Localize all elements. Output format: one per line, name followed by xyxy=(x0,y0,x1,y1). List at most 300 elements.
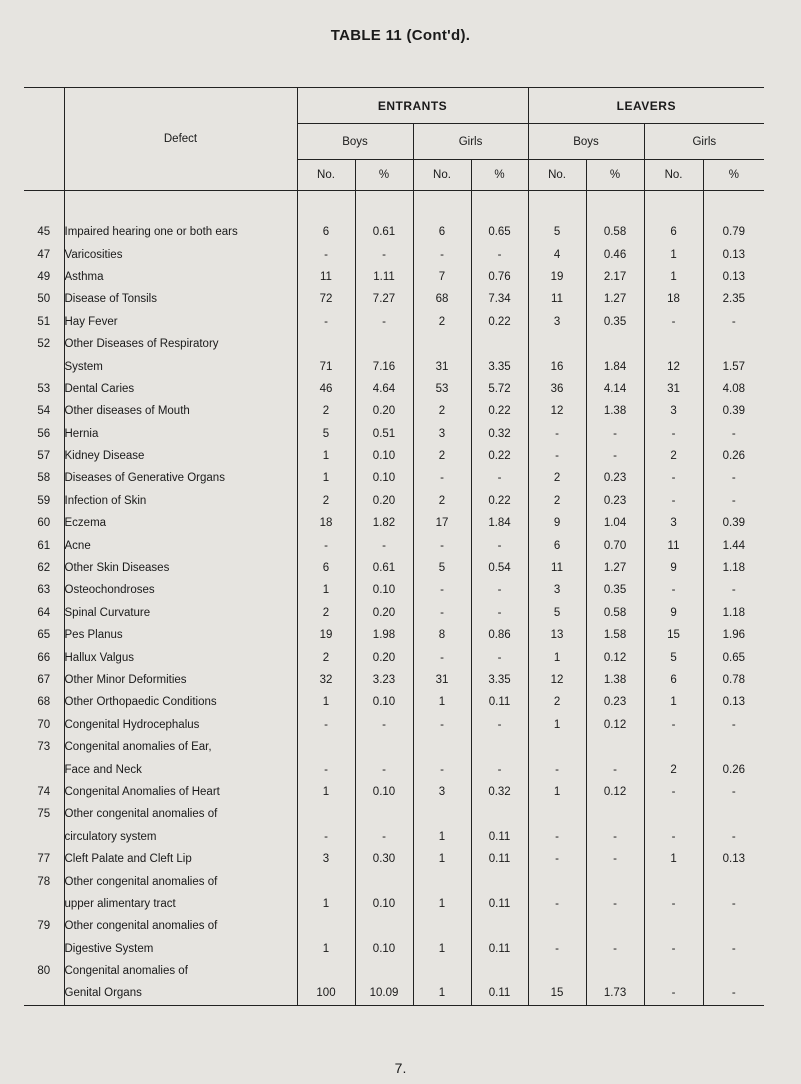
cell-leavers-girls-no: 1 xyxy=(644,266,703,288)
cell-leavers-girls-no: 18 xyxy=(644,288,703,310)
cell-leavers-girls-pct: - xyxy=(731,942,736,955)
cell-leavers-girls-pct: 2.35 xyxy=(722,293,745,306)
row-code: 59 xyxy=(24,490,64,512)
cell-entrants-boys-pct: - xyxy=(355,534,413,556)
cell-leavers-girls-no: - xyxy=(644,579,703,601)
cell-entrants-boys-pct: 0.51 xyxy=(355,423,413,445)
cell-leavers-boys-pct: - xyxy=(586,445,644,467)
cell-entrants-girls-pct: - xyxy=(471,579,528,601)
row-code: 53 xyxy=(24,378,64,400)
row-code: 70 xyxy=(24,714,64,736)
cell-entrants-boys-no: 6 xyxy=(297,557,355,579)
cell-leavers-boys-pct: 0.70 xyxy=(586,534,644,556)
cell-leavers-boys-pct: 0.23 xyxy=(586,490,644,512)
cell-entrants-boys-no: 46 xyxy=(297,378,355,400)
cell-entrants-boys-pct xyxy=(355,870,413,892)
row-defect-name: Hay Fever xyxy=(64,311,297,333)
cell-entrants-boys-no: 2 xyxy=(297,490,355,512)
cell-leavers-girls-no: 2 xyxy=(644,445,703,467)
row-code xyxy=(24,893,64,915)
cell-leavers-boys-no: 13 xyxy=(528,624,586,646)
cell-entrants-girls-no: 1 xyxy=(413,848,471,870)
row-defect-name: Varicosities xyxy=(64,243,297,265)
row-code: 64 xyxy=(24,602,64,624)
cell-entrants-boys-no: - xyxy=(297,534,355,556)
cell-leavers-girls-pct: 1.44 xyxy=(722,539,745,552)
cell-entrants-girls-pct: 0.11 xyxy=(471,848,528,870)
row-defect-name: Hernia xyxy=(64,423,297,445)
cell-entrants-girls-no: 3 xyxy=(413,781,471,803)
row-defect-name: Impaired hearing one or both ears xyxy=(64,221,297,243)
cell-entrants-boys-no: - xyxy=(297,311,355,333)
cell-leavers-boys-pct xyxy=(586,870,644,892)
cell-entrants-girls-pct: 0.22 xyxy=(471,490,528,512)
cell-entrants-boys-no: 1 xyxy=(297,445,355,467)
cell-leavers-boys-pct: 0.46 xyxy=(586,243,644,265)
cell-entrants-girls-pct: - xyxy=(471,646,528,668)
cell-leavers-boys-pct xyxy=(586,333,644,355)
row-code: 73 xyxy=(24,736,64,758)
row-code xyxy=(24,938,64,960)
row-code: 50 xyxy=(24,288,64,310)
cell-entrants-girls-pct: 0.32 xyxy=(471,423,528,445)
cell-entrants-girls-pct: - xyxy=(471,243,528,265)
cell-entrants-boys-pct: 0.10 xyxy=(355,579,413,601)
cell-leavers-boys-pct: 0.12 xyxy=(586,646,644,668)
cell-leavers-boys-no: 5 xyxy=(528,221,586,243)
table-row xyxy=(24,938,764,960)
cell-entrants-girls-no: 2 xyxy=(413,400,471,422)
cell-leavers-boys-no: 2 xyxy=(528,490,586,512)
cell-leavers-boys-pct xyxy=(586,736,644,758)
cell-entrants-girls-no: - xyxy=(413,579,471,601)
cell-leavers-girls-no: 1 xyxy=(644,848,703,870)
cell-leavers-boys-no: 4 xyxy=(528,243,586,265)
cell-entrants-boys-pct: 0.10 xyxy=(355,938,413,960)
cell-entrants-girls-no: - xyxy=(413,646,471,668)
row-code: 52 xyxy=(24,333,64,355)
table-row xyxy=(24,311,764,333)
cell-entrants-boys-no: - xyxy=(297,758,355,780)
cell-leavers-boys-no: - xyxy=(528,423,586,445)
cell-entrants-boys-pct: 7.27 xyxy=(355,288,413,310)
cell-leavers-boys-no xyxy=(528,736,586,758)
row-defect-name: Congenital Hydrocephalus xyxy=(64,714,297,736)
cell-leavers-boys-pct: - xyxy=(586,848,644,870)
cell-leavers-girls-pct: 0.79 xyxy=(722,226,745,239)
cell-leavers-boys-pct: - xyxy=(586,938,644,960)
cell-entrants-boys-pct: 0.20 xyxy=(355,602,413,624)
cell-entrants-girls-no: 31 xyxy=(413,669,471,691)
cell-leavers-girls-pct: 0.65 xyxy=(722,651,745,664)
row-code: 49 xyxy=(24,266,64,288)
cell-entrants-girls-no: - xyxy=(413,243,471,265)
cell-leavers-girls-pct: 0.13 xyxy=(722,696,745,709)
cell-leavers-boys-pct: 0.12 xyxy=(586,781,644,803)
cell-leavers-girls-pct: 1.96 xyxy=(722,629,745,642)
cell-leavers-boys-no xyxy=(528,870,586,892)
cell-entrants-boys-no: 1 xyxy=(297,938,355,960)
cell-leavers-boys-pct: - xyxy=(586,423,644,445)
cell-leavers-girls-no: 1 xyxy=(644,243,703,265)
cell-entrants-boys-no: 5 xyxy=(297,423,355,445)
cell-leavers-girls-pct xyxy=(703,960,764,982)
cell-entrants-girls-pct: 0.11 xyxy=(471,893,528,915)
row-defect-name: Other diseases of Mouth xyxy=(64,400,297,422)
cell-entrants-girls-pct: 3.35 xyxy=(471,669,528,691)
row-defect-name: Pes Planus xyxy=(64,624,297,646)
cell-leavers-boys-no: 11 xyxy=(528,557,586,579)
cell-leavers-girls-no: 6 xyxy=(644,221,703,243)
cell-entrants-boys-no: 2 xyxy=(297,602,355,624)
cell-leavers-boys-no: - xyxy=(528,938,586,960)
cell-leavers-girls-no xyxy=(644,803,703,825)
cell-entrants-girls-pct: 0.11 xyxy=(471,691,528,713)
cell-entrants-girls-no: 53 xyxy=(413,378,471,400)
table-row xyxy=(24,803,764,825)
row-defect-name: Other congenital anomalies of xyxy=(64,870,297,892)
cell-entrants-boys-no: 1 xyxy=(297,691,355,713)
cell-leavers-girls-no xyxy=(644,960,703,982)
cell-leavers-girls-no: 2 xyxy=(644,758,703,780)
table-row xyxy=(24,602,764,624)
cell-leavers-boys-no: - xyxy=(528,445,586,467)
cell-entrants-boys-no xyxy=(297,803,355,825)
cell-entrants-boys-no: 100 xyxy=(297,982,355,1005)
cell-leavers-boys-pct xyxy=(586,915,644,937)
cell-entrants-boys-pct: 0.20 xyxy=(355,490,413,512)
row-defect-name: Eczema xyxy=(64,512,297,534)
cell-leavers-girls-pct: - xyxy=(731,897,736,910)
cell-leavers-girls-pct: 0.13 xyxy=(722,853,745,866)
col-header-pct: % xyxy=(355,160,413,191)
cell-leavers-boys-no xyxy=(528,803,586,825)
cell-entrants-girls-no xyxy=(413,736,471,758)
cell-leavers-boys-no: 12 xyxy=(528,400,586,422)
cell-entrants-boys-no: 1 xyxy=(297,579,355,601)
cell-entrants-boys-pct: 0.10 xyxy=(355,781,413,803)
cell-entrants-boys-pct: 0.20 xyxy=(355,400,413,422)
cell-leavers-girls-no: - xyxy=(644,490,703,512)
cell-leavers-girls-pct: 0.26 xyxy=(722,763,745,776)
cell-leavers-girls-pct: 0.13 xyxy=(722,248,745,261)
cell-entrants-boys-no: 6 xyxy=(297,221,355,243)
table-row xyxy=(24,960,764,982)
cell-entrants-boys-no: 19 xyxy=(297,624,355,646)
table-row xyxy=(24,557,764,579)
table-title: TABLE 11 (Cont'd). xyxy=(330,27,471,44)
cell-leavers-boys-no: 1 xyxy=(528,781,586,803)
cell-entrants-girls-pct xyxy=(471,915,528,937)
cell-leavers-boys-pct: 1.38 xyxy=(586,400,644,422)
cell-entrants-boys-pct: - xyxy=(355,243,413,265)
table-row xyxy=(24,714,764,736)
cell-leavers-girls-pct xyxy=(703,915,764,937)
cell-leavers-girls-pct xyxy=(703,803,764,825)
row-code xyxy=(24,826,64,848)
cell-entrants-boys-no: 1 xyxy=(297,893,355,915)
cell-leavers-girls-no: 3 xyxy=(644,512,703,534)
cell-leavers-boys-no xyxy=(528,960,586,982)
cell-entrants-boys-pct xyxy=(355,915,413,937)
cell-entrants-girls-pct xyxy=(471,803,528,825)
table-row xyxy=(24,646,764,668)
cell-leavers-girls-no: 12 xyxy=(644,355,703,377)
cell-leavers-girls-pct: - xyxy=(731,315,736,328)
cell-leavers-girls-no: 15 xyxy=(644,624,703,646)
row-code: 65 xyxy=(24,624,64,646)
cell-leavers-girls-pct: - xyxy=(731,584,736,597)
cell-entrants-boys-pct: 0.10 xyxy=(355,445,413,467)
cell-entrants-girls-pct xyxy=(471,960,528,982)
table-row xyxy=(24,624,764,646)
cell-entrants-girls-pct: 0.65 xyxy=(471,221,528,243)
table-row xyxy=(24,400,764,422)
cell-leavers-boys-pct: 1.27 xyxy=(586,557,644,579)
table-row xyxy=(24,915,764,937)
table-row xyxy=(24,826,764,848)
cell-leavers-boys-pct: - xyxy=(586,893,644,915)
row-defect-name: Other Diseases of Respiratory xyxy=(64,333,297,355)
table-row xyxy=(24,534,764,556)
cell-entrants-boys-pct xyxy=(355,736,413,758)
cell-entrants-boys-no: 1 xyxy=(297,467,355,489)
row-code: 80 xyxy=(24,960,64,982)
cell-entrants-boys-pct: 0.10 xyxy=(355,467,413,489)
cell-entrants-boys-no xyxy=(297,960,355,982)
cell-entrants-girls-no: 68 xyxy=(413,288,471,310)
row-code: 60 xyxy=(24,512,64,534)
cell-entrants-boys-pct: - xyxy=(355,758,413,780)
cell-entrants-boys-no: - xyxy=(297,714,355,736)
cell-entrants-boys-no: 3 xyxy=(297,848,355,870)
table-row xyxy=(24,758,764,780)
cell-entrants-boys-pct: 1.82 xyxy=(355,512,413,534)
cell-entrants-boys-pct xyxy=(355,333,413,355)
cell-entrants-girls-no: 5 xyxy=(413,557,471,579)
cell-leavers-girls-pct: - xyxy=(731,494,736,507)
cell-leavers-girls-pct xyxy=(703,870,764,892)
entrants-girls-header: Girls xyxy=(413,124,528,160)
cell-leavers-boys-pct: 0.35 xyxy=(586,579,644,601)
cell-entrants-boys-no: 18 xyxy=(297,512,355,534)
row-code: 68 xyxy=(24,691,64,713)
table-row xyxy=(24,870,764,892)
cell-leavers-girls-pct: - xyxy=(703,982,764,1005)
cell-entrants-boys-pct: 0.20 xyxy=(355,646,413,668)
col-header-pct: % xyxy=(586,160,644,191)
cell-entrants-girls-no: 17 xyxy=(413,512,471,534)
row-code: 54 xyxy=(24,400,64,422)
cell-leavers-boys-no: 1 xyxy=(528,714,586,736)
leavers-girls-header: Girls xyxy=(644,124,764,160)
cell-leavers-girls-pct: 1.18 xyxy=(722,606,745,619)
table-row xyxy=(24,333,764,355)
cell-leavers-boys-pct: 1.84 xyxy=(586,355,644,377)
cell-entrants-boys-pct: 0.10 xyxy=(355,893,413,915)
cell-leavers-boys-no: 1 xyxy=(528,646,586,668)
row-defect-name: Hallux Valgus xyxy=(64,646,297,668)
cell-entrants-boys-no: 32 xyxy=(297,669,355,691)
cell-entrants-boys-no xyxy=(297,736,355,758)
row-code: 51 xyxy=(24,311,64,333)
cell-leavers-boys-no: 11 xyxy=(528,288,586,310)
row-code: 58 xyxy=(24,467,64,489)
table-row xyxy=(24,445,764,467)
row-code: 63 xyxy=(24,579,64,601)
row-code: 75 xyxy=(24,803,64,825)
table-row xyxy=(24,848,764,870)
cell-leavers-girls-pct: 0.39 xyxy=(722,405,745,418)
cell-entrants-girls-no: 2 xyxy=(413,311,471,333)
cell-entrants-girls-pct: 0.86 xyxy=(471,624,528,646)
cell-leavers-girls-no xyxy=(644,870,703,892)
cell-entrants-girls-pct: 0.11 xyxy=(471,826,528,848)
cell-entrants-girls-pct: - xyxy=(471,714,528,736)
table-row xyxy=(24,512,764,534)
cell-entrants-boys-pct: - xyxy=(355,826,413,848)
cell-entrants-girls-no: - xyxy=(413,714,471,736)
cell-leavers-girls-pct xyxy=(703,333,764,355)
cell-entrants-girls-pct: 1.84 xyxy=(471,512,528,534)
row-code: 67 xyxy=(24,669,64,691)
cell-leavers-girls-no: - xyxy=(644,982,703,1005)
row-code: 62 xyxy=(24,557,64,579)
cell-leavers-girls-no: - xyxy=(644,938,703,960)
row-defect-name: System xyxy=(64,355,297,377)
cell-leavers-boys-pct: - xyxy=(586,826,644,848)
cell-leavers-girls-no: 11 xyxy=(644,534,703,556)
cell-entrants-girls-pct: 0.11 xyxy=(471,982,528,1005)
row-defect-name: Asthma xyxy=(64,266,297,288)
cell-entrants-girls-pct: 7.34 xyxy=(471,288,528,310)
cell-entrants-girls-no xyxy=(413,333,471,355)
cell-leavers-girls-no: 3 xyxy=(644,400,703,422)
leavers-boys-header: Boys xyxy=(528,124,644,160)
cell-entrants-boys-pct: 4.64 xyxy=(355,378,413,400)
row-code: 56 xyxy=(24,423,64,445)
col-header-no: No. xyxy=(297,160,355,191)
cell-entrants-girls-no: - xyxy=(413,758,471,780)
cell-entrants-girls-no: 31 xyxy=(413,355,471,377)
row-defect-name: Dental Caries xyxy=(64,378,297,400)
cell-entrants-boys-no: 1 xyxy=(297,781,355,803)
cell-leavers-boys-no: 5 xyxy=(528,602,586,624)
row-code: 78 xyxy=(24,870,64,892)
table-row xyxy=(24,781,764,803)
table-row xyxy=(24,266,764,288)
cell-entrants-boys-no xyxy=(297,915,355,937)
row-defect-name: Kidney Disease xyxy=(64,445,297,467)
cell-leavers-girls-pct: 0.78 xyxy=(722,674,745,686)
col-header-no: No. xyxy=(644,160,703,191)
cell-entrants-girls-no: 2 xyxy=(413,445,471,467)
row-defect-name: Congenital anomalies of Ear, xyxy=(64,736,297,758)
table-row xyxy=(24,467,764,489)
cell-leavers-boys-no: 2 xyxy=(528,691,586,713)
cell-leavers-boys-no: 15 xyxy=(528,982,586,1005)
cell-entrants-girls-pct: 0.11 xyxy=(471,938,528,960)
row-code: 66 xyxy=(24,646,64,668)
entrants-boys-header: Boys xyxy=(297,124,413,160)
table-row xyxy=(24,691,764,713)
cell-entrants-girls-pct: - xyxy=(471,602,528,624)
cell-leavers-girls-no: 6 xyxy=(644,669,703,691)
cell-entrants-girls-pct: 0.54 xyxy=(471,557,528,579)
cell-leavers-girls-no: 9 xyxy=(644,557,703,579)
cell-leavers-boys-no: 12 xyxy=(528,669,586,691)
cell-leavers-boys-no: - xyxy=(528,826,586,848)
cell-leavers-boys-pct: 4.14 xyxy=(586,378,644,400)
cell-leavers-girls-no: - xyxy=(644,893,703,915)
cell-entrants-girls-no: 7 xyxy=(413,266,471,288)
row-code: 74 xyxy=(24,781,64,803)
cell-leavers-girls-no: - xyxy=(644,467,703,489)
cell-entrants-girls-no: - xyxy=(413,534,471,556)
table-body xyxy=(24,191,764,1006)
cell-leavers-boys-pct: 1.58 xyxy=(586,624,644,646)
cell-leavers-boys-no: - xyxy=(528,758,586,780)
cell-entrants-girls-pct: - xyxy=(471,758,528,780)
cell-leavers-girls-pct: 4.08 xyxy=(722,382,745,395)
row-code: 57 xyxy=(24,445,64,467)
row-defect-name: Spinal Curvature xyxy=(64,602,297,624)
cell-leavers-boys-no: 19 xyxy=(528,266,586,288)
cell-leavers-boys-no: - xyxy=(528,848,586,870)
cell-entrants-girls-pct: 5.72 xyxy=(471,378,528,400)
cell-leavers-boys-pct: 1.73 xyxy=(586,982,644,1005)
row-code xyxy=(24,758,64,780)
table-row xyxy=(24,378,764,400)
row-defect-name: Cleft Palate and Cleft Lip xyxy=(64,848,297,870)
table-row xyxy=(24,243,764,265)
row-defect-name: Congenital Anomalies of Heart xyxy=(64,781,297,803)
row-defect-name: upper alimentary tract xyxy=(64,893,297,915)
cell-leavers-girls-pct: - xyxy=(731,785,736,798)
cell-entrants-girls-pct: 3.35 xyxy=(471,355,528,377)
cell-leavers-girls-pct: - xyxy=(731,830,736,843)
cell-leavers-boys-pct: - xyxy=(586,758,644,780)
table-row xyxy=(24,579,764,601)
row-defect-name: Other Minor Deformities xyxy=(64,669,297,691)
cell-entrants-boys-pct: 1.98 xyxy=(355,624,413,646)
cell-entrants-boys-no: - xyxy=(297,826,355,848)
table-row xyxy=(24,669,764,691)
code-header xyxy=(24,88,64,191)
cell-entrants-boys-no xyxy=(297,870,355,892)
defect-header: Defect xyxy=(64,88,297,191)
table-row xyxy=(24,982,764,1005)
leavers-header: LEAVERS xyxy=(528,88,764,124)
row-code: 45 xyxy=(24,221,64,243)
table-row xyxy=(24,221,764,243)
cell-leavers-girls-no xyxy=(644,915,703,937)
cell-entrants-girls-pct xyxy=(471,870,528,892)
cell-leavers-girls-no: - xyxy=(644,423,703,445)
cell-entrants-boys-pct: 1.11 xyxy=(355,266,413,288)
cell-entrants-boys-no xyxy=(297,333,355,355)
row-defect-name: Other Orthopaedic Conditions xyxy=(64,691,297,713)
cell-entrants-girls-pct: 0.22 xyxy=(471,445,528,467)
cell-entrants-boys-pct: 0.10 xyxy=(355,691,413,713)
row-defect-name: Other congenital anomalies of xyxy=(64,915,297,937)
entrants-header: ENTRANTS xyxy=(297,88,528,124)
defects-table xyxy=(24,87,764,1006)
table-row xyxy=(24,423,764,445)
cell-entrants-boys-no: 2 xyxy=(297,646,355,668)
cell-entrants-girls-no xyxy=(413,803,471,825)
cell-leavers-girls-pct: - xyxy=(731,427,736,440)
